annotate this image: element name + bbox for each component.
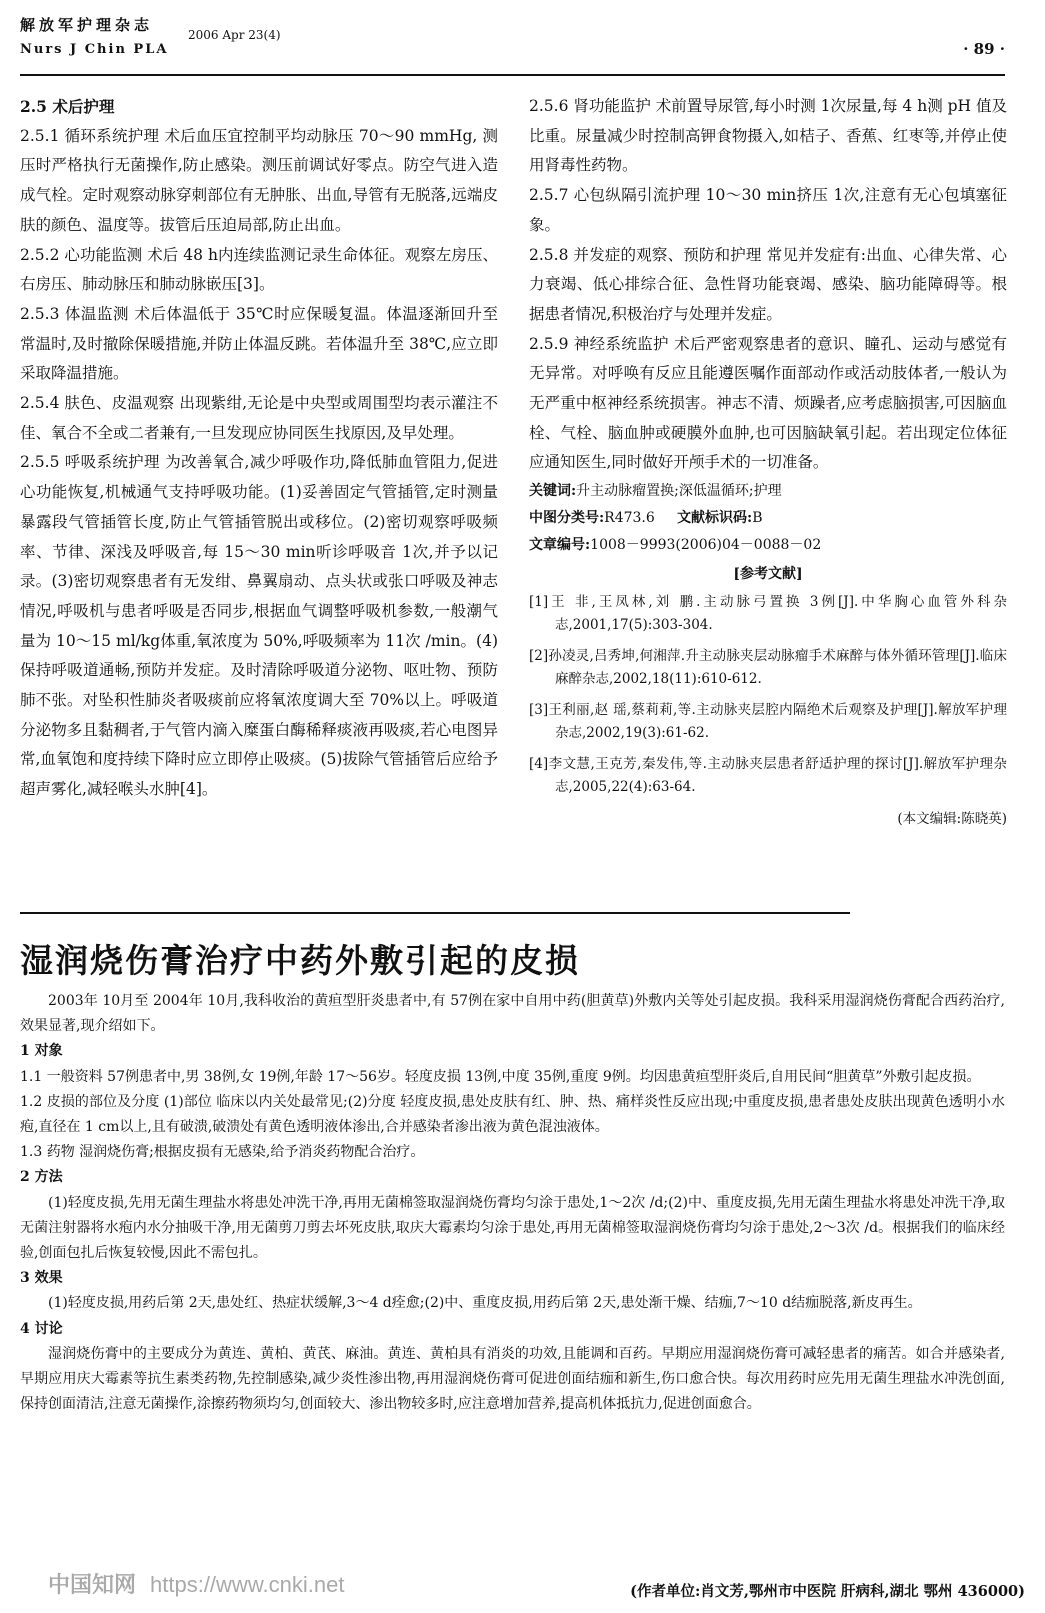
reference-item: [2]孙凌灵,吕秀坤,何湘萍.升主动脉夹层动脉瘤手术麻醉与体外循环管理[J].临床麻醉杂志,2002,18(11):610-612. xyxy=(529,648,1007,688)
section-heading: 1 对象 xyxy=(20,1043,63,1060)
article-body xyxy=(20,989,1005,1417)
journal-title: 解放军护理杂志 xyxy=(20,16,154,34)
page-number: · 89 · xyxy=(963,40,1005,58)
keywords-line xyxy=(529,478,1007,505)
article-number-line xyxy=(529,532,1007,559)
section-heading: 2 方法 xyxy=(20,1169,63,1186)
header-rule xyxy=(20,74,1005,76)
watermark-brand: 中国知网 xyxy=(48,1572,137,1597)
clc-label: 中图分类号: xyxy=(529,510,605,527)
keywords-label: 关键词: xyxy=(529,483,577,500)
section-heading: 3 效果 xyxy=(20,1270,63,1287)
reference-item: [3]王利丽,赵 瑶,蔡莉莉,等.主动脉夹层腔内隔绝术后观察及护理[J].解放军护理杂志,2002,19(3):61-62. xyxy=(529,702,1007,742)
paragraph-temperature: 2.5.3 体温监测 术后体温低于 35℃时应保暖复温。体温逐渐回升至常温时,及时撤除保暖措施,并防止体温反跳。若体温升至 38℃,应立即采取降温措施。 xyxy=(20,304,498,383)
subsection-drugs: 1.3 药物 湿润烧伤膏;根据皮损有无感染,给予消炎药物配合治疗。 xyxy=(20,1144,425,1161)
cnki-watermark xyxy=(48,1568,344,1599)
section-heading: 2.5 术后护理 xyxy=(20,97,115,116)
paragraph-drainage: 2.5.7 心包纵隔引流护理 10～30 min挤压 1次,注意有无心包填塞征象。 xyxy=(529,186,1007,234)
article-number-label: 文章编号: xyxy=(529,537,591,554)
section-heading: 4 讨论 xyxy=(20,1320,63,1337)
running-header xyxy=(20,14,1005,72)
reference-item: [4]李文慧,王克芳,秦发伟,等.主动脉夹层患者舒适护理的探讨[J].解放军护理杂志,2005,22(4):63-64. xyxy=(529,756,1007,796)
paragraph-neuro: 2.5.9 神经系统监护 术后严密观察患者的意识、瞳孔、运动与感觉有无异常。对呼唤有反应且能遵医嘱作面部动作或活动肢体者,一般认为无严重中枢神经系统损害。神志不清、烦躁者,应考虑脑损害,可因脑血栓、气栓、脑血肿或硬膜外血肿,也可因脑缺氧引起。若出现定位体征应通知医生,同时做好开颅手术的一切准备。 xyxy=(529,334,1007,472)
discussion-paragraph: 湿润烧伤膏中的主要成分为黄连、黄柏、黄芪、麻油。黄连、黄柏具有消炎的功效,且能调和百药。早期应用湿润烧伤膏可减轻患者的痛苦。如合并感染者,早期应用庆大霉素等抗生素类药物,先控制感染,减少炎性渗出物,再用湿润烧伤膏可促进创面结痂和新生,伤口愈合快。每次用药时应先用无菌生理盐水冲洗创面,保持创面清洁,注意无菌操作,涂擦药物须均匀,创面较大、渗出物较多时,应注意增加营养,提高机体抵抗力,促进创面愈合。 xyxy=(20,1345,1005,1413)
editor-credit: (本文编辑:陈晓英) xyxy=(897,811,1007,828)
paragraph-complications: 2.5.8 并发症的观察、预防和护理 常见并发症有:出血、心律失常、心力衰竭、低心排综合征、急性肾功能衰竭、感染、脑功能障碍等。根据患者情况,积极治疗与处理并发症。 xyxy=(529,245,1007,323)
issue-info: 2006 Apr 23(4) xyxy=(188,28,281,42)
methods-paragraph: (1)轻度皮损,先用无菌生理盐水将患处冲洗干净,再用无菌棉签取湿润烧伤膏均匀涂于患处,1～2次 /d;(2)中、重度皮损,先用无菌生理盐水将患处冲洗干净,取无菌注射器将水疱内水分抽吸干净,用无菌剪刀剪去坏死皮肤,取庆大霉素均匀涂于患处,再用无菌棉签取湿润烧伤膏均匀涂于患处,2～3次 /d。根据我们的临床经验,创面包扎后恢复较慢,因此不需包扎。 xyxy=(20,1194,1005,1262)
doc-code-label: 文献标识码: xyxy=(677,510,753,527)
clc-value: R473.6 xyxy=(604,510,655,527)
classification-line xyxy=(529,505,1007,532)
results-paragraph: (1)轻度皮损,用药后第 2天,患处红、热症状缓解,3～4 d痊愈;(2)中、重度皮损,用药后第 2天,患处渐干燥、结痂,7～10 d结痂脱落,新皮再生。 xyxy=(48,1295,922,1312)
doc-code-value: B xyxy=(752,510,763,527)
article-divider xyxy=(20,912,850,914)
paragraph-cardiac: 2.5.2 心功能监测 术后 48 h内连续监测记录生命体征。观察左房压、右房压、肺动脉压和肺动脉嵌压[3]。 xyxy=(20,245,498,294)
paragraph-respiratory: 2.5.5 呼吸系统护理 为改善氧合,减少呼吸作功,降低肺血管阻力,促进心功能恢复,机械通气支持呼吸功能。(1)妥善固定气管插管,定时测量暴露段气管插管长度,防止气管插管脱出或移位。(2)密切观察呼吸频率、节律、深浅及呼吸音,每 15～30 min听诊呼吸音 1次,并予以记录。(3)密切观察患者有无发绀、鼻翼扇动、点头状或张口呼吸及神志情况,呼吸机与患者呼吸是否同步,根据血气调整呼吸机参数,一般潮气量为 10～15 ml/kg体重,氧浓度为 50%,呼吸频率为 11次 /min。(4)保持呼吸道通畅,预防并发症。及时清除呼吸道分泌物、呕吐物、预防肺不张。对坠积性肺炎者吸痰前应将氧浓度调大至 70%以上。呼吸道分泌物多且黏稠者,于气管内滴入糜蛋白酶稀释痰液再吸痰,若心电图异常,血氧饱和度持续下降时应立即停止吸痰。(5)拔除气管插管后应给予超声雾化,减轻喉头水肿[4]。 xyxy=(20,453,498,799)
subsection-lesion-site: 1.2 皮损的部位及分度 (1)部位 临床以内关处最常见;(2)分度 轻度皮损,患处皮肤有红、肿、热、痛样炎性反应出现;中重度皮损,患者患处皮肤出现黄色透明小水疱,直径在 1 cm以上,且有破溃,破溃处有黄色透明液体渗出,合并感染者渗出液为黄色混浊液体。 xyxy=(20,1093,1005,1136)
two-column-body xyxy=(20,92,1005,902)
left-column xyxy=(20,92,498,805)
watermark-url: https://www.cnki.net xyxy=(150,1572,345,1597)
right-column xyxy=(529,92,1007,831)
references-heading: [参考文献] xyxy=(733,566,803,583)
reference-item: [1]王 非,王凤林,刘 鹏.主动脉弓置换 3例[J].中华胸心血管外科杂志,2001,17(5):303-304. xyxy=(529,594,1007,634)
subsection-general: 1.1 一般资料 57例患者中,男 38例,女 19例,年龄 17～56岁。轻度皮损 13例,中度 35例,重度 9例。均因患黄疸型肝炎后,自用民间“胆黄草”外敷引起皮损。 xyxy=(20,1068,981,1085)
intro-paragraph: 2003年 10月至 2004年 10月,我科收治的黄疸型肝炎患者中,有 57例在家中自用中药(胆黄草)外敷内关等处引起皮损。我科采用湿润烧伤膏配合西药治疗,效果显著,现介绍如下。 xyxy=(20,993,1005,1035)
author-affiliation: (作者单位:肖文芳,鄂州市中医院 肝病科,湖北 鄂州 436000) xyxy=(630,1583,1025,1600)
article-number: 1008－9993(2006)04－0088－02 xyxy=(590,537,822,554)
paragraph-renal: 2.5.6 肾功能监护 术前置导尿管,每小时测 1次尿量,每 4 h测 pH 值及比重。尿量减少时控制高钾食物摄入,如桔子、香蕉、红枣等,并停止使用肾毒性药物。 xyxy=(529,97,1007,175)
article-title: 湿润烧伤膏治疗中药外敷引起的皮损 xyxy=(20,941,580,980)
keywords: 升主动脉瘤置换;深低温循环;护理 xyxy=(576,483,782,500)
paragraph-skin: 2.5.4 肤色、皮温观察 出现紫绀,无论是中央型或周围型均表示灌注不佳、氧合不全或二者兼有,一旦发现应协同医生找原因,及早处理。 xyxy=(20,394,498,442)
paragraph-circulation: 2.5.1 循环系统护理 术后血压宜控制平均动脉压 70～90 mmHg, 测压时严格执行无菌操作,防止感染。测压前调试好零点。防空气进入造成气栓。定时观察动脉穿刺部位有无肿胀、出血,导管有无脱落,远端皮肤的颜色、温度等。拔管后压迫局部,防止出血。 xyxy=(20,126,498,234)
journal-abbreviation: Nurs J Chin PLA xyxy=(20,42,169,57)
